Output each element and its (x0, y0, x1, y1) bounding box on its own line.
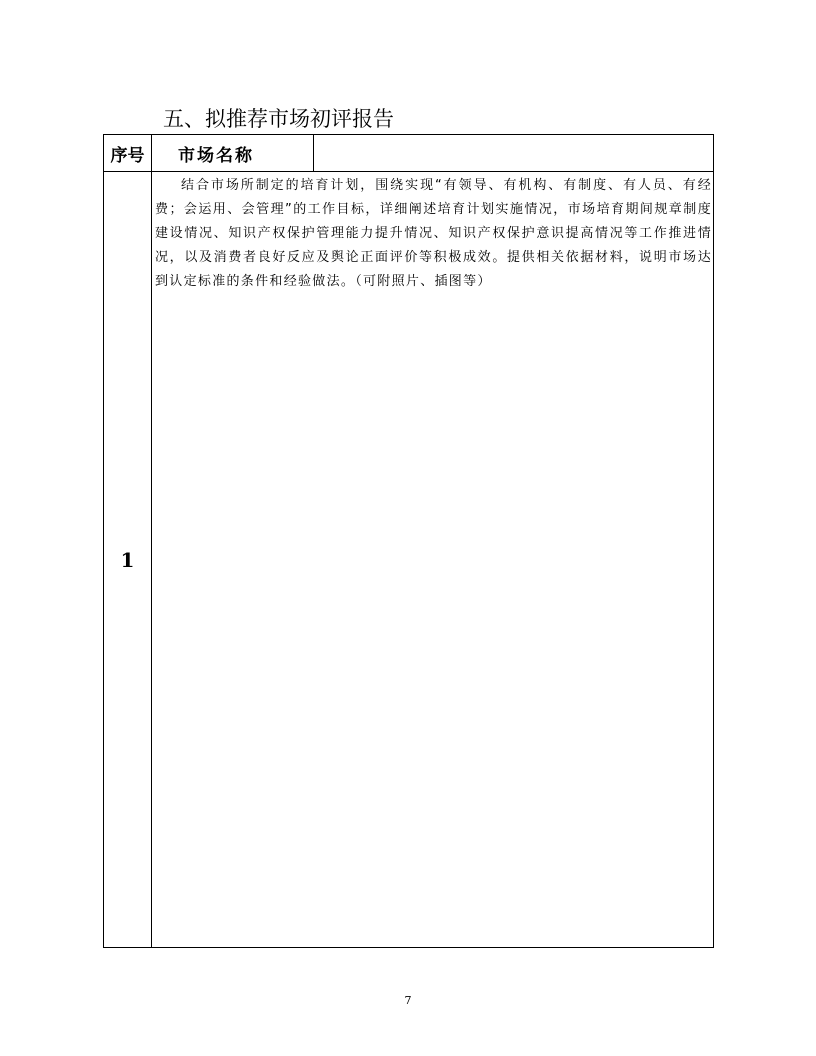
report-table (103, 134, 714, 948)
section-title: 五、拟推荐市场初评报告 (163, 107, 394, 131)
market-name-header: 市场名称 (152, 135, 314, 172)
report-content-cell[interactable] (152, 172, 714, 948)
market-name-value[interactable] (314, 135, 714, 172)
table-row (104, 172, 714, 948)
seq-number: 1 (104, 172, 152, 948)
table-header-row (104, 135, 714, 172)
seq-header: 序号 (104, 135, 152, 172)
page-number: 7 (404, 994, 412, 1007)
instruction-text: 结合市场所制定的培育计划，围绕实现“有领导、有机构、有制度、有人员、有经费；会运用、会管理”的工作目标，详细阐述培育计划实施情况，市场培育期间规章制度建设情况、知识产权保护管理能力提升情况、知识产权保护意识提高情况等工作推进情况，以及消费者良好反应及舆论正面评价等积极成效。提供相关依据材料，说明市场达到认定标准的条件和经验做法。（可附照片、插图等） (155, 178, 712, 289)
